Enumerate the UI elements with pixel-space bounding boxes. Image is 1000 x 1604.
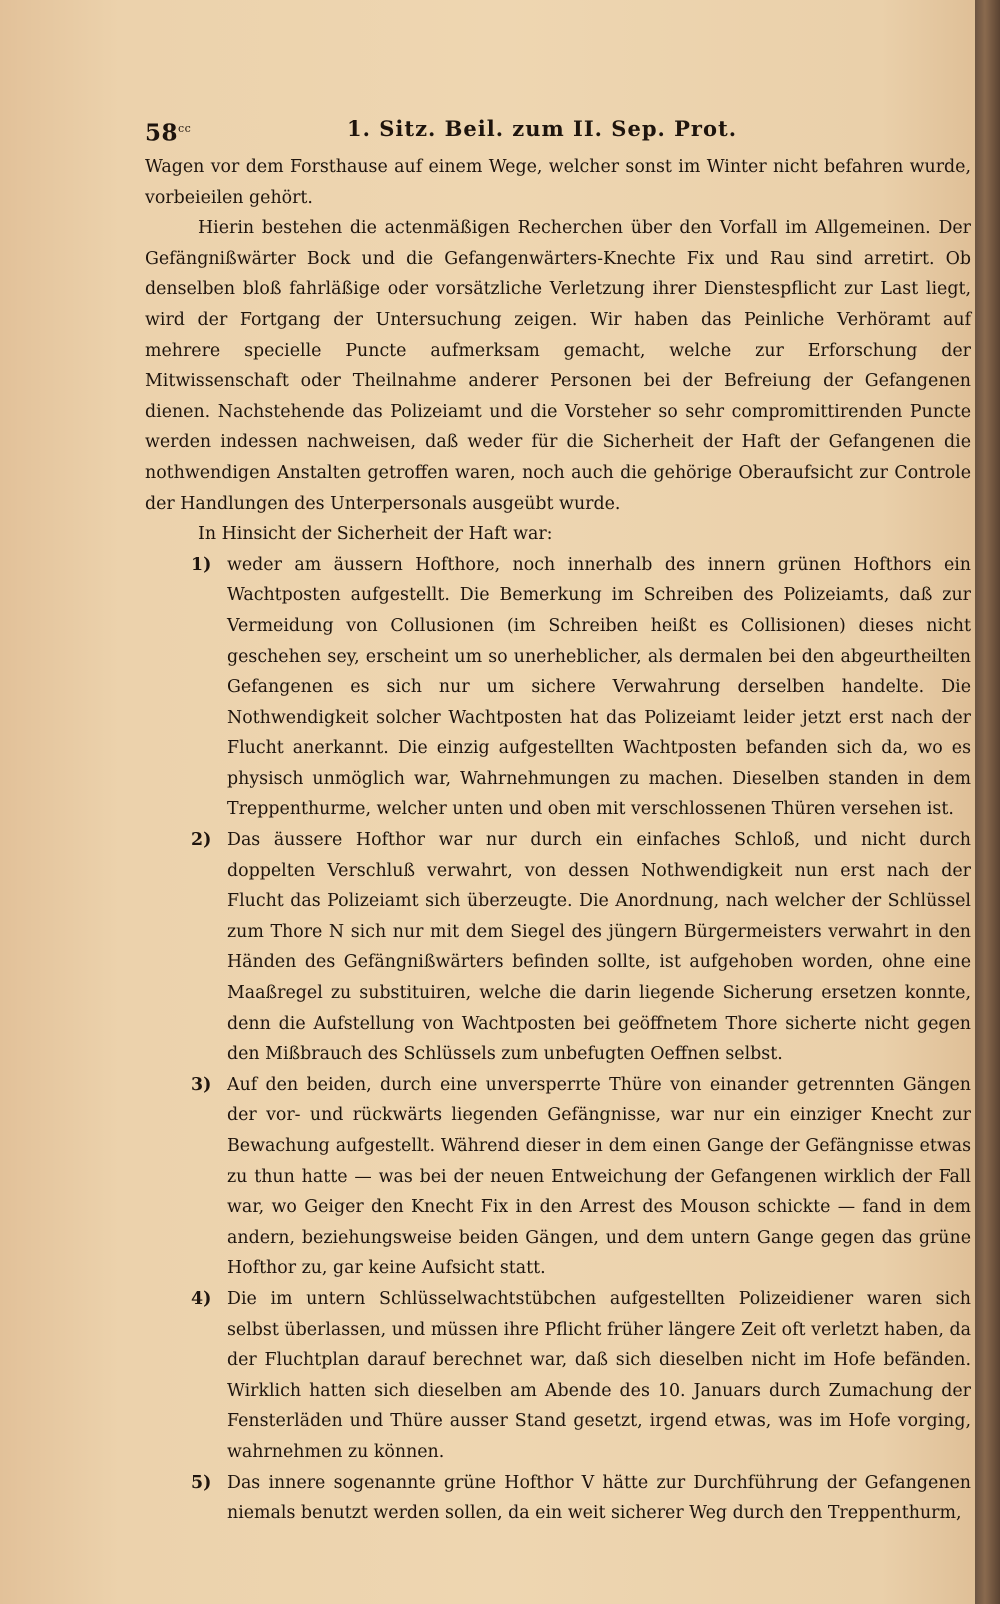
paragraph: Hierin bestehen die actenmäßigen Recherchen über den Vorfall im Allgemeinen. Der Gefängnißwärter Bock und die Gefangenwärters-Knechte Fix und Rau sind arretirt. Ob denselben bloß fahrläßige oder vorsätzliche Verletzung ihrer Dienstespflicht zur Last liegt, wird der Fortgang der Untersuchung zeigen. Wir haben das Peinliche Verhöramt auf mehrere specielle Puncte aufmerksam gemacht, welche zur Erforschung der Mitwissenschaft oder Theilnahme anderer Personen bei der Befreiung der Gefangenen dienen. Nachstehende das Polizeiamt und die Vorsteher so sehr compromittirenden Puncte werden indessen nachweisen, daß weder für die Sicherheit der Haft der Gefangenen die nothwendigen Anstalten getroffen waren, noch auch die gehörige Oberaufsicht zur Controle der Handlungen des Unterpersonals ausgeübt wurde.	[145, 218, 971, 514]
list-item-number: 1)	[191, 554, 212, 575]
list-item-number: 5)	[191, 1472, 212, 1493]
list-item-text: Das äussere Hofthor war nur durch ein einfaches Schloß, und nicht durch doppelten Verschluß verwahrt, von dessen Nothwendigkeit nun erst nach der Flucht das Polizeiamt sich überzeugte. Die Anordnung, nach welcher der Schlüssel zum Thore N sich nur mit dem Siegel des jüngern Bürgermeisters verwahrt in den Händen des Gefängnißwärters befinden sollte, ist aufgehoben worden, ohne eine Maaßregel zu substituiren, welche die darin liegende Sicherung ersetzen konnte, denn die Aufstellung von Wachtposten bei geöffnetem Thore sicherte nicht gegen den Mißbrauch des Schlüssels zum unbefugten Oeffnen selbst.	[227, 830, 971, 1065]
list-item-number: 4)	[191, 1288, 212, 1309]
running-header	[145, 108, 971, 148]
paragraph: In Hinsicht der Sicherheit der Haft war:	[198, 524, 553, 545]
list-item	[145, 825, 971, 1070]
book-edge	[975, 0, 1000, 1604]
list-item-text: Die im untern Schlüsselwachtstübchen aufgestellten Polizeidiener waren sich selbst überlassen, und müssen ihre Pflicht früher längere Zeit oft verletzt haben, da der Fluchtplan darauf berechnet war, daß sich dieselben nicht im Hofe befänden. Wirklich hatten sich dieselben am Abende des 10. Januars durch Zumachung der Fensterläden und Thüre ausser Stand gesetzt, irgend etwas, was im Hofe vorging, wahrnehmen zu können.	[227, 1288, 971, 1462]
page-number-suffix: cc	[178, 122, 192, 135]
list-item	[145, 1468, 971, 1529]
page-content	[145, 108, 971, 1529]
list-item-text: Das innere sogenannte grüne Hofthor V hätte zur Durchführung der Gefangenen niemals benutzt werden sollen, da ein weit sicherer Weg durch den Treppenthurm,	[227, 1472, 971, 1524]
page-number: $58^{cc}$	[145, 119, 192, 147]
list-item	[145, 550, 971, 825]
list-item-text: Auf den beiden, durch eine unversperrte Thüre von einander getrennten Gängen der vor- und rückwärts liegenden Gefängnisse, war nur ein einziger Knecht zur Bewachung aufgestellt. Während dieser in dem einen Gange der Gefängnisse etwas zu thun hatte — was bei der neuen Entweichung der Gefangenen wirklich der Fall war, wo Geiger den Knecht Fix in den Arrest des Mouson schickte — fand in dem andern, beziehungsweise beiden Gängen, und dem untern Gange gegen das grüne Hofthor zu, gar keine Aufsicht statt.	[227, 1074, 971, 1279]
paragraph: Wagen vor dem Forsthause auf einem Wege, welcher sonst im Winter nicht befahren wurde, vorbeieilen gehört.	[145, 157, 971, 208]
list-item-number: 3)	[191, 1074, 212, 1095]
list-item-number: 2)	[191, 830, 212, 851]
header-title: 1. Sitz. Beil. zum II. Sep. Prot.	[347, 116, 738, 141]
list-item	[145, 1284, 971, 1468]
list-item	[145, 1070, 971, 1284]
list-item-text: weder am äussern Hofthore, noch innerhalb des innern grünen Hofthors ein Wachtposten aufgestellt. Die Bemerkung im Schreiben des Polizeiamts, daß zur Vermeidung von Collusionen (im Schreiben heißt es Collisionen) dieses nicht geschehen sey, erscheint um so unerheblicher, als dermalen bei den abgeurtheilten Gefangenen es sich nur um sichere Verwahrung derselben handelte. Die Nothwendigkeit solcher Wachtposten hat das Polizeiamt leider jetzt erst nach der Flucht anerkannt. Die einzig aufgestellten Wachtposten befanden sich da, wo es physisch unmöglich war, Wahrnehmungen zu machen. Dieselben standen in dem Treppenthurme, welcher unten und oben mit verschlossenen Thüren versehen ist.	[227, 554, 971, 820]
